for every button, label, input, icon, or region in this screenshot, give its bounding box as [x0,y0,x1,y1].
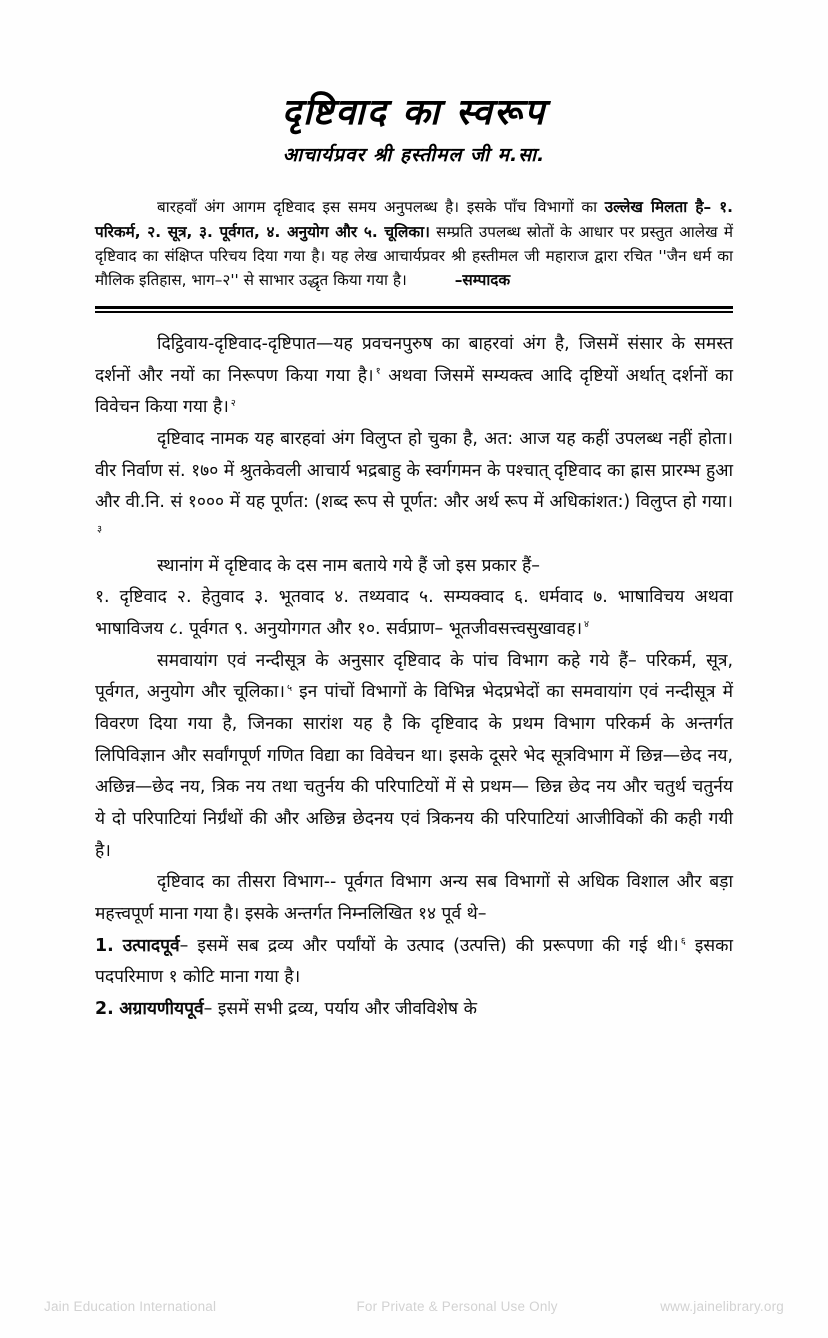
editor-note-text-2: सम्प्रति उपलब्ध स्रोतों के आधार पर प्रस्तुत आलेख में दृष्टिवाद का संक्षिप्त परिचय दिया गया है। यह लेख आचार्यप्रवर श्री हस्तीमल जी महाराज द्वारा रचित ''जैन धर्म का मौलिक इतिहास, भाग–२'' से साभार उद्धृत किया गया है। [95,222,733,289]
editor-note-text-1: बारहवाँ अंग आगम दृष्टिवाद इस समय अनुपलब्ध है। इसके पाँच विभागों का [157,198,605,217]
paragraph-text-continued: अथवा जिसमें सम्यक्त्व आदि दृष्टियों अर्थात् दर्शनों का विवेचन किया गया है। [95,365,734,418]
paragraph-ten-names-lead [95,551,733,583]
footnote-marker: २ [230,397,236,409]
purva-item-text: – इसमें सब द्रव्य और पर्यांयों के उत्पाद (उत्पत्ति) की प्ररूपणा की गई थी। [179,935,679,956]
footnote-marker: ५ [287,682,293,694]
editor-note [95,195,733,292]
editor-credit: –सम्पादक [454,270,511,289]
purva-item-text: – इसमें सभी द्रव्य, पर्याय और जीवविशेष के [203,999,477,1020]
editor-note-paragraph [95,195,733,292]
paragraph-text: १. दृष्टिवाद २. हेतुवाद ३. भूतवाद ४. तथ्यवाद ५. सम्यक्वाद ६. धर्मवाद ७. भाषाविचय अथवा भाषाविजय ८. पूर्वगत ९. अनुयोगगत और १०. सर्वप्राण– भूतजीवसत्त्वसुखावह। [95,587,733,640]
divider-rule-thin [95,311,733,313]
paragraph-text-continued: इन पांचों विभागों के विभिन्न भेदप्रभेदों का समवायांग एवं नन्दीसूत्र में विवरण दिया गया है, जिनका सारांश यह है कि दृष्टिवाद के प्रथम विभाग परिकर्म के अन्तर्गत लिपिविज्ञान और सर्वांगपूर्ण गणित विद्या का विवेचन था। इसके दूसरे भेद सूत्रविभाग में छिन्न—छेद नय, अछिन्न—छेद नय, त्रिक नय तथा चतुर्नय की परिपाटियों में से प्रथम— छिन्न छेद नय और चतुर्थ चतुर्नय ये दो परिपाटियां निर्ग्रंथों की और अछिन्न छेदनय एवं त्रिकनय की परिपाटियां आजीविकों की कही गयी है। [95,682,733,861]
purva-item-1 [95,931,733,994]
paragraph-text: दृष्टिवाद नामक यह बारहवां अंग विलुप्त हो चुका है, अत: आज यह कहीं उपलब्ध नहीं होता। वीर निर्वाण सं. १७० में श्रुतकेवली आचार्य भद्रबाहु के स्वर्गगमन के पश्चात् दृष्टिवाद का ह्रास प्रारम्भ हुआ और वी.नि. सं १००० में यह पूर्णत: (शब्द रूप से पूर्णत: और अर्थ रूप में अधिकांशत:) विलुप्त हो गया। [95,429,733,513]
purva-item-number: 2. [95,999,114,1020]
paragraph-five-divisions [95,646,733,868]
page-title: दृष्टिवाद का स्वरूप [281,92,547,133]
footnote-marker: ३ [97,524,103,536]
section-divider [95,306,733,313]
document-header [0,0,828,167]
paragraph-third-division [95,867,733,930]
purva-item-text-continued: इसका पदपरिमाण १ कोटि माना गया है। [95,935,733,988]
editor-note-text-bold: उल्लेख मिलता है– १. परिकर्म, २. सूत्र, ३. पूर्वगत, ४. अनुयोग और ५. चूलिका। [95,198,733,241]
footer-usage-notice: For Private & Personal Use Only [356,1299,558,1314]
footer-organization: Jain Education International [44,1299,217,1314]
article-body [95,329,733,1026]
author-line: आचार्यप्रवर श्री हस्तीमल जी म.सा. [282,144,546,167]
paragraph-text: दृष्टिवाद का तीसरा विभाग-- पूर्वगत विभाग अन्य सब विभागों से अधिक विशाल और बड़ा महत्त्वपूर्ण माना गया है। इसके अन्तर्गत निम्नलिखित १४ पूर्व थे– [95,872,733,925]
paragraph-extinct [95,424,733,551]
paragraph-text: स्थानांग में दृष्टिवाद के दस नाम बताये गये हैं जो इस प्रकार हैं– [157,555,540,576]
purva-item-name: उत्पादपूर्व [122,935,180,956]
purva-item-number: 1. [95,935,114,956]
paragraph-text: दिट्ठिवाय-दृष्टिवाद-दृष्टिपात—यह प्रवचनपुरुष का बाहरवां अंग है, जिसमें संसार के समस्त दर्शनों और नयों का निरूपण किया गया है। [95,334,733,386]
purva-item-2 [95,994,733,1026]
list-ten-names [95,582,733,645]
footnote-marker: ६ [680,935,686,947]
footnote-marker: ४ [584,619,590,631]
purva-item-name: अग्रायणीयपूर्व [119,999,204,1020]
footer-website[interactable]: www.jainelibrary.org [660,1299,784,1314]
page-footer [0,1299,828,1314]
paragraph-text: समवायांग एवं नन्दीसूत्र के अनुसार दृष्टिवाद के पांच विभाग कहे गये हैं– परिकर्म, सूत्र, पूर्वगत, अनुयोग और चूलिका। [95,650,733,703]
paragraph-definition [95,329,733,424]
footnote-marker: १ [375,365,381,377]
